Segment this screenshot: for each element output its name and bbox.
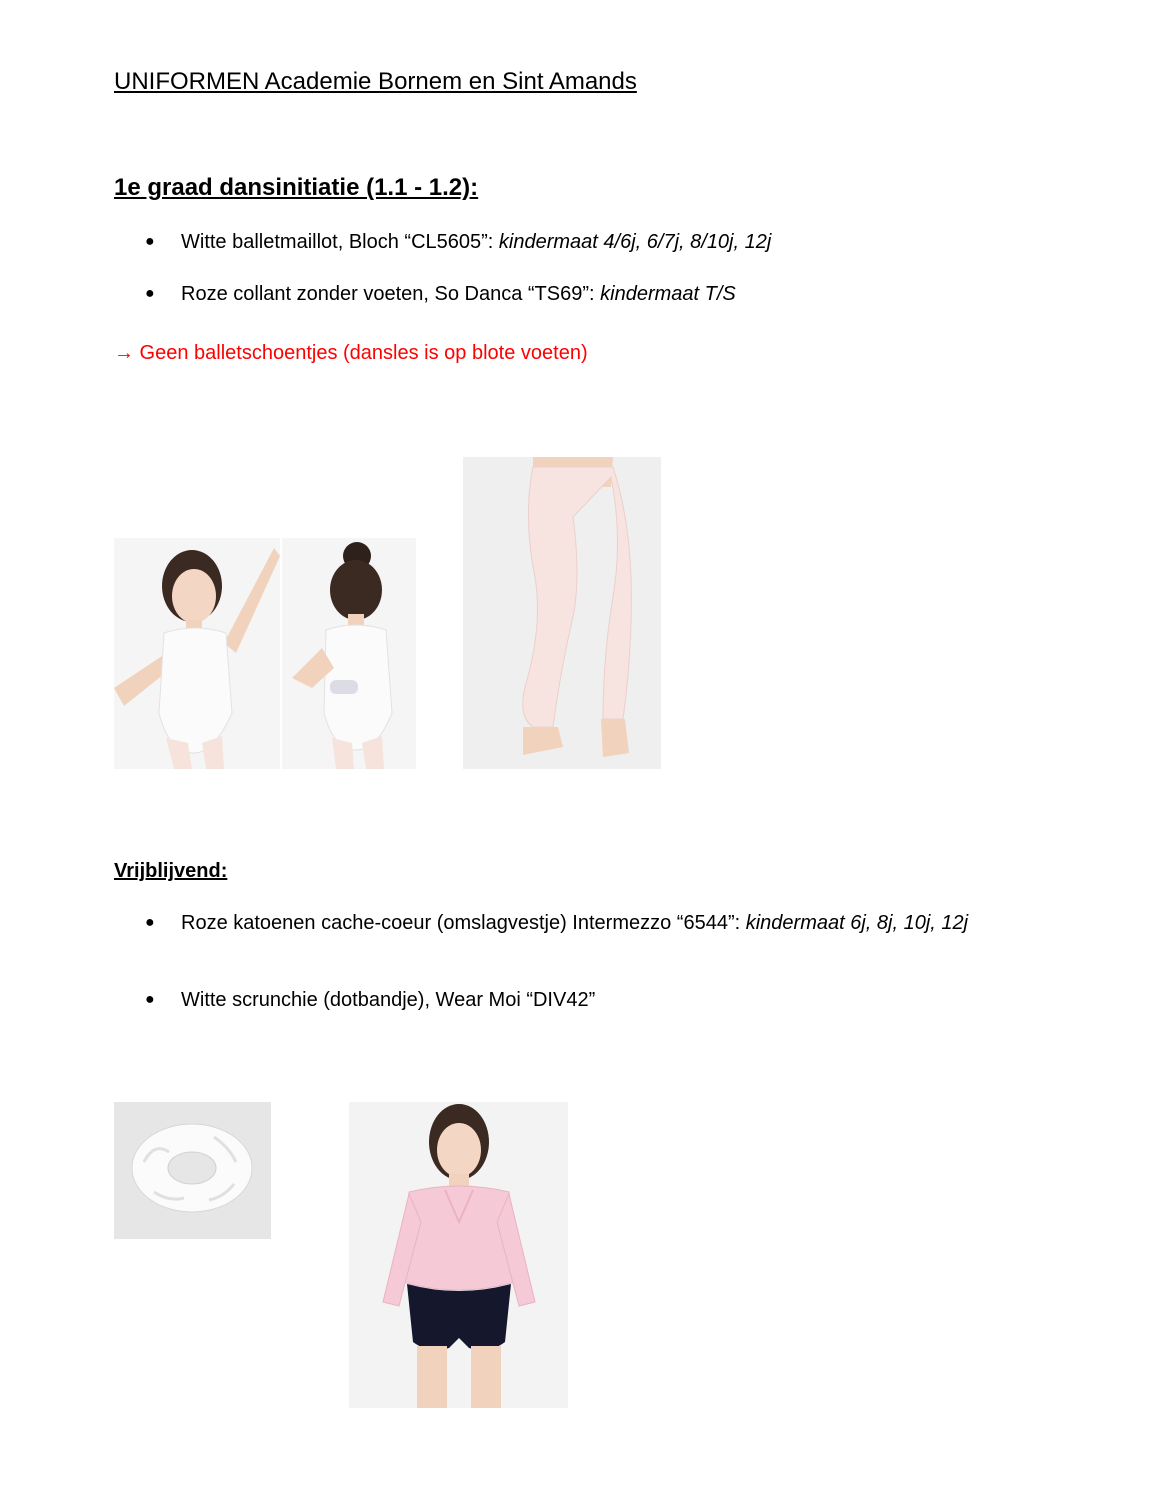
photo-leotard-front (114, 538, 280, 769)
item-text: Witte balletmaillot, Bloch “CL5605”: (181, 231, 499, 253)
item-text: Roze katoenen cache-coeur (omslagvestje) Intermezzo “6544”: (181, 912, 746, 934)
photo-leotard-back (282, 538, 416, 769)
section-heading-dansinitiatie: 1e graad dansinitiatie (1.1 - 1.2): (114, 174, 479, 201)
photo-footless-tights (463, 457, 661, 769)
section-heading-vrijblijvend: Vrijblijvend: (114, 860, 228, 882)
bullet-icon: ● (145, 914, 155, 931)
bullet-icon: ● (145, 991, 155, 1008)
photo-scrunchie (114, 1102, 271, 1239)
list-item-balletmaillot (145, 229, 1005, 255)
list-item-cache-coeur (145, 910, 1005, 936)
list-item-collant (145, 281, 1005, 307)
bullet-icon: ● (145, 285, 155, 302)
item-text: Roze collant zonder voeten, So Danca “TS69”: (181, 283, 601, 305)
photo-wrap-cardigan (349, 1102, 568, 1408)
note-no-ballet-shoes: → Geen balletschoentjes (dansles is op blote voeten) (114, 342, 588, 364)
item-sizes: kindermaat T/S (600, 283, 736, 305)
item-sizes: kindermaat 4/6j, 6/7j, 8/10j, 12j (498, 231, 772, 253)
item-sizes: kindermaat 6j, 8j, 10j, 12j (745, 912, 969, 934)
document-title: UNIFORMEN Academie Bornem en Sint Amands (114, 68, 637, 95)
bullet-icon: ● (145, 233, 155, 250)
item-text: Witte scrunchie (dotbandje), Wear Moi “DIV42” (181, 989, 596, 1011)
list-item-scrunchie (145, 987, 1005, 1013)
